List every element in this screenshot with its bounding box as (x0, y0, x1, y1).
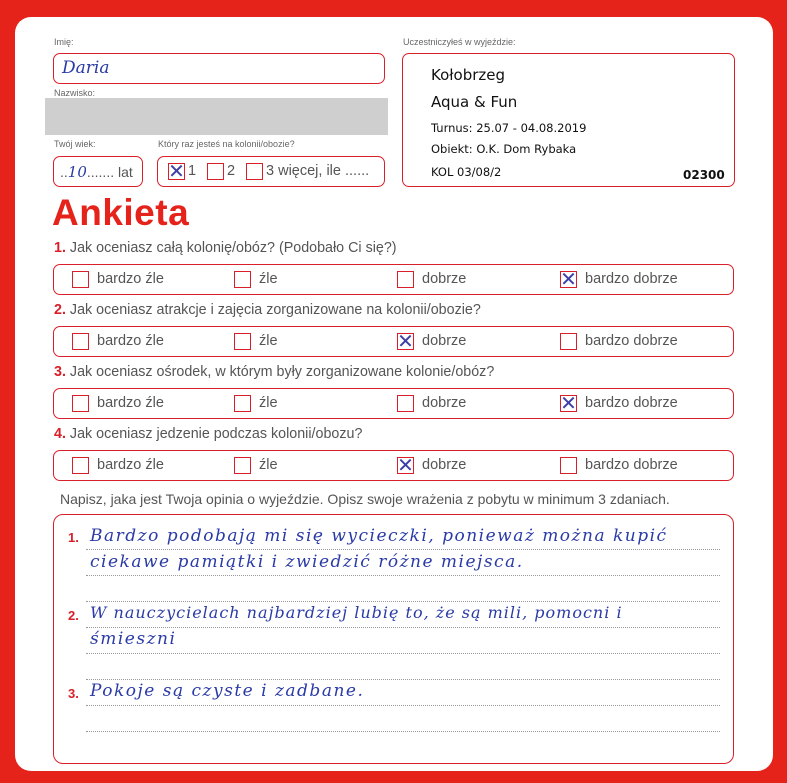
question-1-text: Jak oceniasz całą kolonię/obóz? (Podobało Ci się?) (69, 240, 397, 256)
question-3 (54, 364, 494, 380)
q1-option-bardzo-dobrze: bardzo dobrze (585, 271, 678, 287)
q1-checkbox-bardzo-dobrze[interactable] (560, 267, 577, 291)
opinion-prompt: Napisz, jaka jest Twoja opinia o wyjeździe. Opisz swoje wrażenia z pobytu w minimum 3 zdaniach. (60, 491, 670, 507)
answer-1-number: 1. (68, 530, 79, 545)
ruled-line (86, 705, 720, 706)
ruled-line (86, 627, 720, 628)
ruled-line (86, 575, 720, 576)
q1-option-bardzo-zle: bardzo źle (97, 271, 164, 287)
q4-checkbox-bardzo-zle[interactable] (72, 457, 89, 474)
question-2 (54, 302, 481, 318)
q2-option-zle: źle (259, 333, 278, 349)
times-checkbox-3[interactable] (246, 163, 263, 180)
q3-option-bardzo-dobrze: bardzo dobrze (585, 395, 678, 411)
q3-checkbox-dobrze[interactable] (397, 395, 414, 412)
check-mark-icon: ✕ (397, 329, 414, 353)
age-label: Twój wiek: (54, 139, 96, 149)
answer-1-line-2: ciekawe pamiątki i zwiedzić różne miejsca. (90, 552, 524, 572)
question-1 (54, 240, 397, 256)
answer-3-number: 3. (68, 686, 79, 701)
trip-city: Kołobrzeg (431, 66, 506, 84)
answer-1-line-1: Bardzo podobają mi się wycieczki, ponieważ można kupić (90, 526, 668, 546)
times-option-2: 2 (227, 163, 236, 179)
q1-option-dobrze: dobrze (422, 271, 467, 287)
q2-option-bardzo-zle: bardzo źle (97, 333, 164, 349)
answer-3-line-1: Pokoje są czyste i zadbane. (90, 681, 365, 701)
times-field (157, 156, 385, 187)
answer-2-line-1: W nauczycielach najbardziej lubię to, że są mili, pomocni i (90, 603, 623, 622)
question-4 (54, 426, 362, 442)
trip-program: Aqua & Fun (431, 93, 518, 111)
q3-checkbox-bardzo-zle[interactable] (72, 395, 89, 412)
q1-checkbox-bardzo-zle[interactable] (72, 271, 89, 288)
ruled-line (86, 601, 720, 602)
name-value: Daria (62, 58, 110, 78)
question-4-number: 4. (54, 426, 66, 442)
question-3-number: 3. (54, 364, 66, 380)
ruled-line (86, 679, 720, 680)
trip-label: Uczestniczyłeś w wyjeździe: (403, 37, 516, 47)
survey-title: Ankieta (52, 192, 190, 233)
q3-checkbox-bardzo-dobrze[interactable] (560, 391, 577, 415)
q3-option-bardzo-zle: bardzo źle (97, 395, 164, 411)
q4-option-bardzo-dobrze: bardzo dobrze (585, 457, 678, 473)
surname-redaction (45, 98, 388, 135)
q4-option-dobrze: dobrze (422, 457, 467, 473)
age-dots-after: ....... lat (86, 164, 133, 180)
answer-row-2 (53, 326, 734, 357)
q1-checkbox-zle[interactable] (234, 271, 251, 288)
trip-info-box (402, 53, 735, 187)
q2-option-dobrze: dobrze (422, 333, 467, 349)
times-label: Który raz jesteś na kolonii/obozie? (158, 139, 295, 149)
ruled-line (86, 653, 720, 654)
ruled-line (86, 731, 720, 732)
trip-turnus: Turnus: 25.07 - 04.08.2019 (431, 121, 587, 135)
q4-checkbox-zle[interactable] (234, 457, 251, 474)
q4-checkbox-dobrze[interactable] (397, 453, 414, 477)
check-mark-icon: ✕ (168, 159, 185, 183)
age-field[interactable] (53, 156, 143, 187)
name-field[interactable] (53, 53, 385, 84)
answer-2-number: 2. (68, 608, 79, 623)
trip-obiekt: Obiekt: O.K. Dom Rybaka (431, 142, 577, 156)
check-mark-icon: ✕ (560, 391, 577, 415)
q2-checkbox-bardzo-dobrze[interactable] (560, 333, 577, 350)
check-mark-icon: ✕ (397, 453, 414, 477)
q2-checkbox-dobrze[interactable] (397, 329, 414, 353)
times-option-3: 3 więcej, ile ...... (266, 163, 370, 179)
q2-checkbox-zle[interactable] (234, 333, 251, 350)
answer-row-1 (53, 264, 734, 295)
q4-option-zle: źle (259, 457, 278, 473)
q2-checkbox-bardzo-zle[interactable] (72, 333, 89, 350)
answer-row-4 (53, 450, 734, 481)
age-value: 10 (67, 163, 87, 181)
answer-row-3 (53, 388, 734, 419)
question-4-text: Jak oceniasz jedzenie podczas kolonii/obozu? (69, 426, 363, 442)
times-checkbox-1[interactable] (168, 159, 185, 183)
q2-option-bardzo-dobrze: bardzo dobrze (585, 333, 678, 349)
times-option-1: 1 (188, 163, 197, 179)
question-3-text: Jak oceniasz ośrodek, w którym były zorganizowane kolonie/obóz? (69, 364, 495, 380)
question-2-number: 2. (54, 302, 66, 318)
times-checkbox-2[interactable] (207, 163, 224, 180)
q3-option-zle: źle (259, 395, 278, 411)
q3-checkbox-zle[interactable] (234, 395, 251, 412)
answer-2-line-2: śmieszni (90, 629, 177, 649)
surname-label: Nazwisko: (54, 88, 96, 98)
question-1-number: 1. (54, 240, 66, 256)
q4-checkbox-bardzo-dobrze[interactable] (560, 457, 577, 474)
q1-checkbox-dobrze[interactable] (397, 271, 414, 288)
check-mark-icon: ✕ (560, 267, 577, 291)
q4-option-bardzo-zle: bardzo źle (97, 457, 164, 473)
question-2-text: Jak oceniasz atrakcje i zajęcia zorganizowane na kolonii/obozie? (69, 302, 481, 318)
q3-option-dobrze: dobrze (422, 395, 467, 411)
age-dots-before: .. (60, 164, 68, 180)
trip-number: 02300 (683, 168, 725, 182)
name-label: Imię: (54, 37, 74, 47)
trip-code: KOL 03/08/2 (431, 165, 502, 179)
ruled-line (86, 549, 720, 550)
q1-option-zle: źle (259, 271, 278, 287)
